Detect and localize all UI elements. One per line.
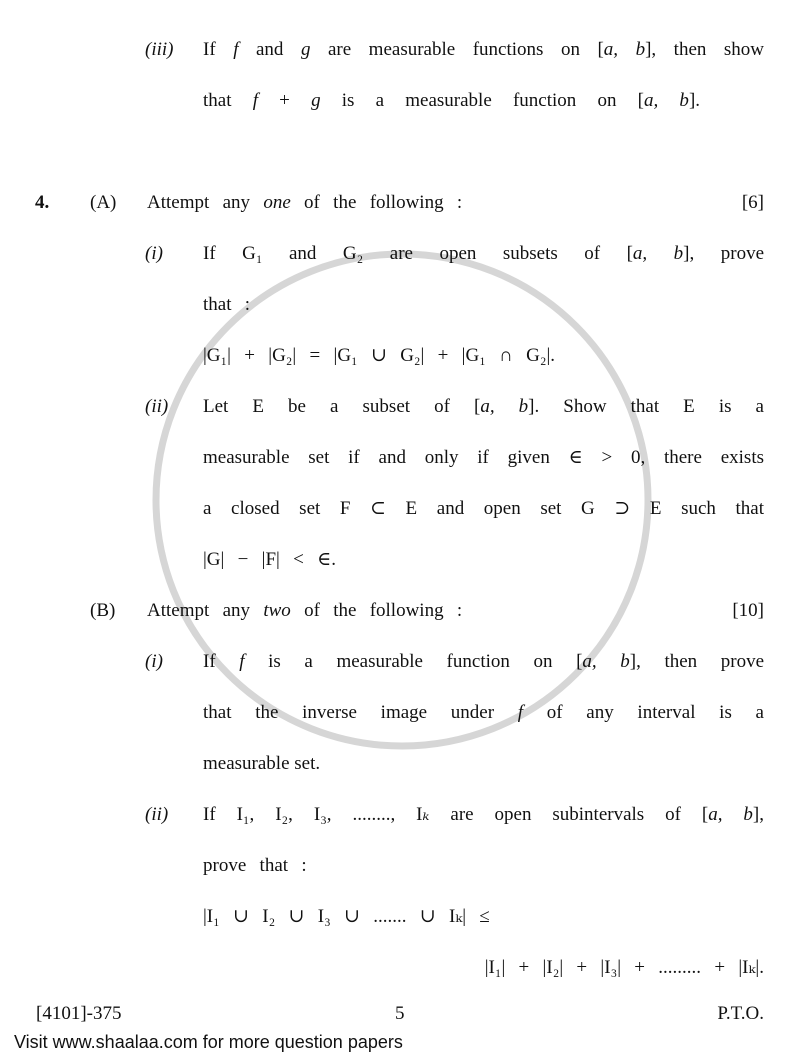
q4-a-i-equation: |G₁| + |G₂| = |G₁ ∪ G₂| + |G₁ ∩ G₂|. (203, 345, 556, 366)
pto-label: P.T.O. (717, 1003, 764, 1024)
q4-a-ii-line4: |G| − |F| < ∈. (203, 549, 336, 570)
q3-iii-line2: that f + g is a measurable function on [a, b]. (203, 90, 701, 111)
question-number: (i) (145, 651, 163, 672)
q4-b-ii-line1: If I₁, I₂, I₃, ........, Iₖ are open subintervals of [a, b], (203, 804, 764, 825)
q4-b-i-line3: measurable set. (203, 753, 321, 774)
paper-code: [4101]-375 (36, 1003, 122, 1024)
q4-b-ii-line4: |I₁| + |I₂| + |I₃| + ......... + |Iₖ|. (484, 957, 764, 978)
page-number: 5 (395, 1003, 405, 1024)
q4-a-ii-line1: Let E be a subset of [a, b]. Show that E is a (203, 396, 764, 417)
marks: [6] (741, 192, 764, 213)
q4-b-ii-line3: |I₁ ∪ I₂ ∪ I₃ ∪ ....... ∪ Iₖ| ≤ (203, 906, 490, 927)
q3-iii-line1: If f and g are measurable functions on [a, b], then show (203, 39, 765, 60)
visit-notice: Visit www.shaalaa.com for more question papers (14, 1032, 403, 1052)
q4-b-i-line2: that the inverse image under f of any interval is a (203, 702, 764, 723)
marks: [10] (732, 600, 764, 621)
q4-b-i-line1: If f is a measurable function on [a, b], then prove (203, 651, 765, 672)
question-number: (ii) (145, 396, 169, 417)
section-label: (B) (90, 600, 116, 621)
section-instruction: Attempt any two of the following : (147, 600, 463, 621)
section-label: (A) (90, 192, 117, 213)
q4-a-ii-line3: a closed set F ⊂ E and open set G ⊃ E such that (203, 498, 764, 519)
question-number: (iii) (145, 39, 174, 60)
q4-a-i-line2: that : (203, 294, 251, 315)
question-number: (ii) (145, 804, 169, 825)
q4-b-ii-line2: prove that : (203, 855, 307, 876)
q4-a-ii-line2: measurable set if and only if given ∈ > 0, there exists (203, 447, 764, 468)
question-number: 4. (35, 192, 50, 213)
section-instruction: Attempt any one of the following : (147, 192, 463, 213)
q4-a-i-line1: If G₁ and G₂ are open subsets of [a, b], prove (203, 243, 765, 264)
question-number: (i) (145, 243, 163, 264)
